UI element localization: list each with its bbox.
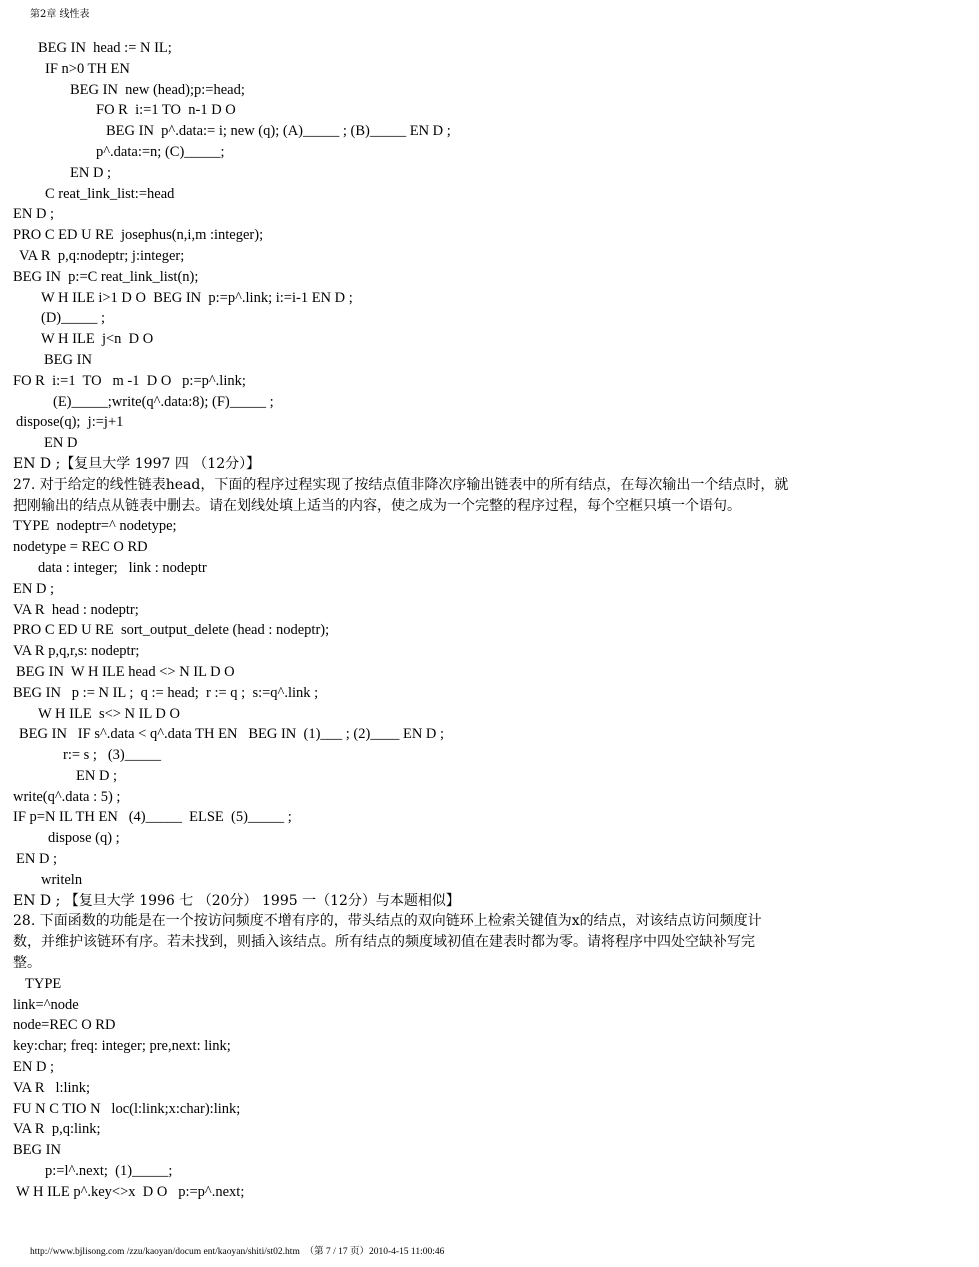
text-line: VA R p,q,r,s: nodeptr; (13, 643, 140, 660)
text-line: VA R head : nodeptr; (13, 601, 139, 618)
text-line: EN D ; (76, 767, 118, 784)
text-line: PRO C ED U RE sort_output_delete (head : nodeptr); (13, 622, 330, 639)
text-line: EN D ; (70, 164, 112, 181)
text-line: link=^node (13, 996, 79, 1013)
text-line: writeln (41, 871, 83, 888)
text-line: EN D ; (16, 851, 58, 868)
text-line: IF p=N IL TH EN (4)_____ ELSE (5)_____ ; (13, 809, 292, 826)
text-line: 把刚输出的结点从链表中删去。请在划线处填上适当的内容，使之成为一个完整的程序过程，每个空框只填一个语句。 (13, 497, 741, 514)
text-line: EN D ; (13, 206, 55, 223)
text-line: EN D ;【复旦大学 1997 四 （12分）】 (13, 455, 261, 472)
text-line: key:char; freq: integer; pre,next: link; (13, 1038, 231, 1055)
text-line: EN D ; 【复旦大学 1996 七 （20分） 1995 一（12分）与本题相似】 (13, 892, 460, 909)
text-line: BEG IN new (head);p:=head; (70, 81, 245, 98)
text-line: BEG IN p := N IL ; q := head; r := q ; s:=q^.link ; (13, 684, 319, 701)
text-line: BEG IN head := N IL; (38, 40, 172, 56)
text-line: 数，并维护该链环有序。若未找到，则插入该结点。所有结点的频度域初值在建表时都为零。请将程序中四处空缺补写完 (13, 934, 755, 951)
text-line: FO R i:=1 TO n-1 D O (96, 102, 236, 119)
text-line: W H ILE j<n D O (41, 331, 154, 348)
text-line: EN D ; (13, 1059, 55, 1076)
text-line: (D)_____ ; (41, 310, 106, 327)
page-header: 第2章 线性表 (30, 9, 90, 20)
text-line: r:= s ; (3)_____ (63, 747, 161, 764)
text-line: EN D ; (13, 580, 55, 597)
text-line: dispose(q); j:=j+1 (16, 414, 124, 431)
text-line: W H ILE s<> N IL D O (38, 705, 180, 722)
text-line: dispose (q) ; (48, 830, 120, 847)
text-line: BEG IN p:=C reat_link_list(n); (13, 268, 199, 285)
text-line: FO R i:=1 TO m -1 D O p:=p^.link; (13, 372, 246, 389)
text-line: p^.data:=n; (C)_____; (96, 143, 225, 160)
text-line: TYPE nodeptr=^ nodetype; (13, 518, 177, 535)
text-line: PRO C ED U RE josephus(n,i,m :integer); (13, 227, 264, 244)
page-footer: http://www.bjlisong.com /zzu/kaoyan/docum ent/kaoyan/shiti/st02.htm （第 7 / 17 页）2010-4-15 11:00:46 (30, 1247, 445, 1257)
text-line: W H ILE i>1 D O BEG IN p:=p^.link; i:=i-1 EN D ; (41, 289, 353, 306)
text-line: write(q^.data : 5) ; (13, 788, 121, 805)
text-line: TYPE (25, 975, 62, 992)
text-line: BEG IN p^.data:= i; new (q); (A)_____ ; (B)_____ EN D ; (106, 123, 451, 140)
text-line: BEG IN IF s^.data < q^.data TH EN BEG IN (1)___ ; (2)____ EN D ; (19, 726, 445, 743)
text-line: BEG IN (13, 1142, 61, 1159)
text-line: 27. 对于给定的线性链表head，下面的程序过程实现了按结点值非降次序输出链表中的所有结点，在每次输出一个结点时，就 (13, 476, 789, 493)
text-line: VA R p,q:nodeptr; j:integer; (19, 247, 185, 264)
text-line: p:=l^.next; (1)_____; (45, 1163, 173, 1180)
text-line: node=REC O RD (13, 1017, 116, 1034)
text-line: BEG IN W H ILE head <> N IL D O (16, 663, 235, 680)
text-line: nodetype = REC O RD (13, 539, 148, 556)
text-line: BEG IN (44, 351, 92, 368)
text-line: VA R l:link; (13, 1079, 91, 1096)
text-line: C reat_link_list:=head (45, 185, 175, 202)
page-content (13, 38, 968, 1203)
text-line: VA R p,q:link; (13, 1121, 101, 1138)
text-line: FU N C TIO N loc(l:link;x:char):link; (13, 1100, 241, 1117)
text-line: 28. 下面函数的功能是在一个按访问频度不增有序的，带头结点的双向链环上检索关键值为x的结点，对该结点访问频度计 (13, 913, 762, 930)
text-line: 整。 (13, 955, 41, 972)
text-line: EN D (44, 435, 78, 452)
text-line: (E)_____;write(q^.data:8); (F)_____ ; (53, 393, 274, 410)
text-line: data : integer; link : nodeptr (38, 559, 207, 576)
text-line: IF n>0 TH EN (45, 60, 130, 77)
text-line: W H ILE p^.key<>x D O p:=p^.next; (16, 1183, 245, 1200)
